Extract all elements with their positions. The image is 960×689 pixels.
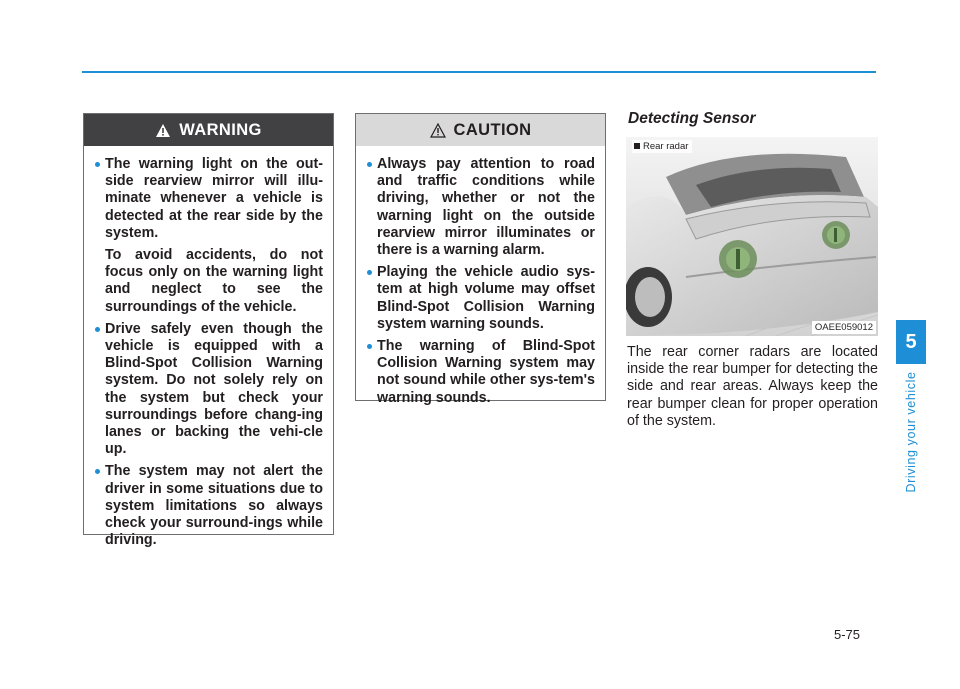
warning-body <box>84 146 333 549</box>
chapter-tab <box>896 320 926 364</box>
car-rear-illustration <box>626 137 878 336</box>
figure-legend <box>632 140 692 153</box>
section-description: The rear corner radars are located inside the rear bumper for detecting the side and rear areas. Always keep the rear bumper clean for proper operation of the system. <box>627 344 878 429</box>
figure-code: OAEE059012 <box>812 321 876 334</box>
caution-header <box>356 114 605 146</box>
caution-item-1: Always pay attention to road and traffic conditions while driving, whether or not the warning light on the outside rearview mirror illuminates or there is a warning alarm. <box>366 156 595 259</box>
warning-title: WARNING <box>179 120 262 139</box>
caution-box <box>355 113 606 406</box>
warning-item-1-extra: To avoid accidents, do not focus only on the warning light and neglect to see the surroundings of the vehicle. <box>105 247 323 315</box>
warning-item-1: The warning light on the out-side rearview mirror will illu-minate whenever a vehicle is detected at the rear side by the system. <box>94 156 323 242</box>
warning-box <box>83 113 334 549</box>
warning-header <box>84 114 333 146</box>
caution-item-3: The warning of Blind-Spot Collision Warning system may not sound while other sys-tem's warning sounds. <box>366 338 595 407</box>
warning-item-2: Drive safely even though the vehicle is equipped with a Blind-Spot Collision Warning system. Do not solely rely on the system but check your surroundings before chang-ing lanes or backing the vehi-cle up. <box>94 321 323 459</box>
caution-item-2: Playing the vehicle audio sys-tem at high volume may offset Blind-Spot Collision Warning system warning sounds. <box>366 264 595 333</box>
section-title: Detecting Sensor <box>628 110 756 127</box>
chapter-side-label: Driving your vehicle <box>904 371 918 493</box>
warning-item-3: The system may not alert the driver in some situations due to system limitations so always check your surround-ings while driving. <box>94 463 323 549</box>
warning-triangle-icon <box>155 123 171 138</box>
page-number: 5-75 <box>834 627 861 642</box>
figure-legend-text: Rear radar <box>643 141 689 152</box>
caution-triangle-icon <box>430 123 446 138</box>
chapter-number: 5 <box>905 330 917 353</box>
header-rule <box>82 71 876 73</box>
legend-square-icon <box>634 143 640 149</box>
rear-radar-figure <box>626 137 878 336</box>
caution-title: CAUTION <box>453 120 532 139</box>
caution-body <box>356 146 605 407</box>
